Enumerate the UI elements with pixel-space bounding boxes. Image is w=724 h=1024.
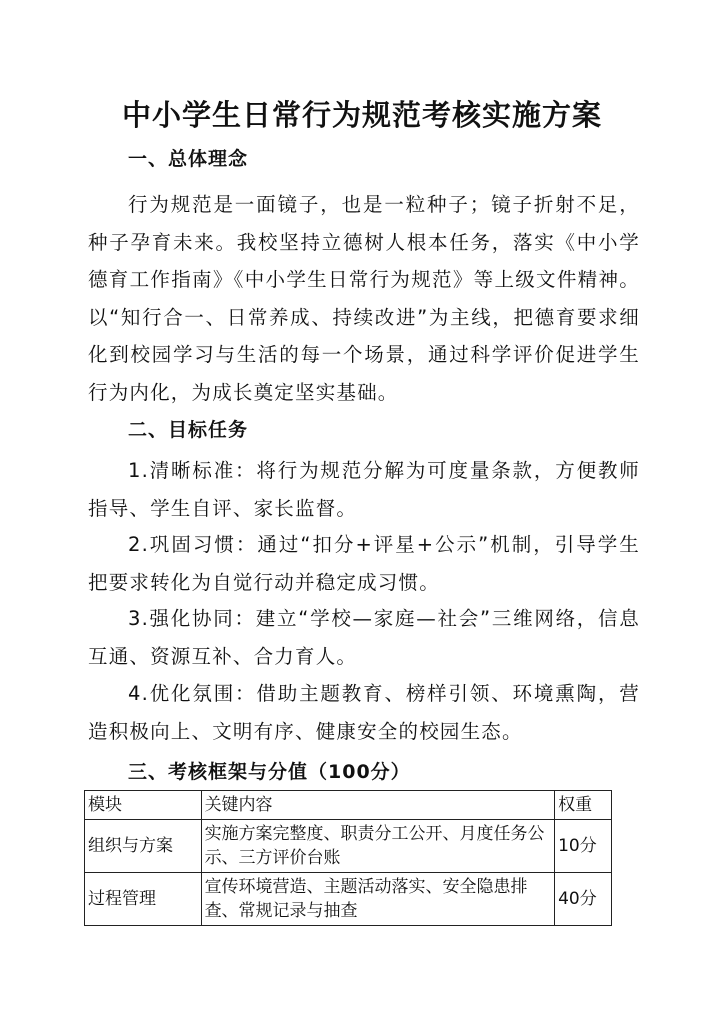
table-cell-content: 宣传环境营造、主题活动落实、安全隐患排查、常规记录与抽查	[201, 873, 555, 926]
table-cell-module: 过程管理	[85, 873, 202, 926]
section-heading-assessment-framework: 三、考核框架与分值（100分）	[128, 761, 411, 783]
table-cell-weight: 40分	[555, 873, 612, 926]
table-header-module: 模块	[85, 791, 202, 820]
table-row	[85, 820, 612, 873]
table-row	[85, 873, 612, 926]
assessment-table	[84, 790, 612, 926]
table-cell-weight: 10分	[555, 820, 612, 873]
section-heading-overall-concept: 一、总体理念	[128, 148, 249, 170]
table-header-weight: 权重	[555, 791, 612, 820]
goal-item-1: 1.清晰标准：将行为规范分解为可度量条款，方便教师指导、学生自评、家长监督。	[88, 459, 640, 520]
table-cell-module: 组织与方案	[85, 820, 202, 873]
goal-item-3: 3.强化协同：建立“学校—家庭—社会”三维网络，信息互通、资源互补、合力育人。	[88, 607, 640, 668]
table-header-key-content: 关键内容	[201, 791, 555, 820]
goal-item-2: 2.巩固习惯：通过“扣分+评星+公示”机制，引导学生把要求转化为自觉行动并稳定成习惯。	[88, 533, 640, 594]
section-heading-goals: 二、目标任务	[128, 419, 249, 441]
goal-item-4: 4.优化氛围：借助主题教育、榜样引领、环境熏陶，营造积极向上、文明有序、健康安全的校园生态。	[88, 682, 640, 743]
table-cell-content: 实施方案完整度、职责分工公开、月度任务公示、三方评价台账	[201, 820, 555, 873]
document-title: 中小学生日常行为规范考核实施方案	[121, 98, 602, 132]
table-header-row	[85, 791, 612, 820]
section-paragraph-overall-concept: 行为规范是一面镜子，也是一粒种子；镜子折射不足，种子孕育未来。我校坚持立德树人根本任务，落实《中小学德育工作指南》《中小学生日常行为规范》等上级文件精神。以“知行合一、日常养成、持续改进”为主线，把德育要求细化到校园学习与生活的每一个场景，通过科学评价促进学生行为内化，为成长奠定坚实基础。	[88, 193, 640, 404]
